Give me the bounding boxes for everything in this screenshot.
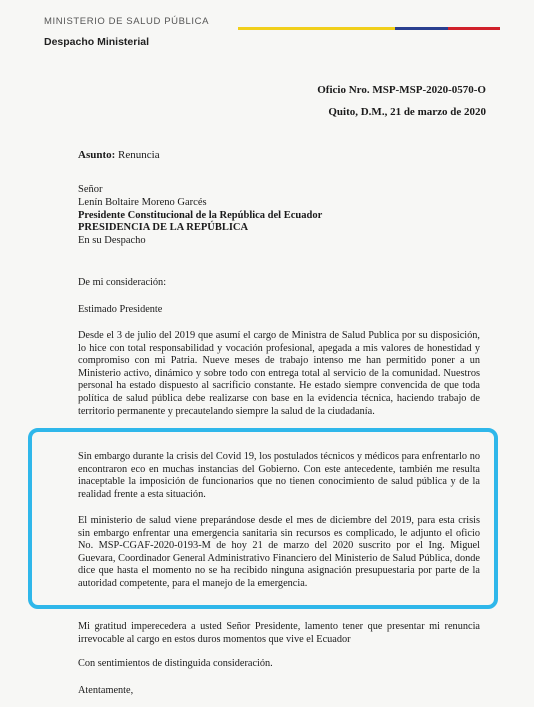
paragraph-1: Desde el 3 de julio del 2019 que asumí el cargo de Ministra de Salud Publica por su disposición, lo hice con total responsabilidad y vocación profesional, apegada a mis valores de honestidad y compromiso con mi Patria. Nueve meses de trabajo intenso me han permitido poner a un Ministerio activo, dinámico y sobre todo con entrega total al servicio de la comunidad. Nuestros personal ha estado dispuesto al sacrificio constante. He estado siempre convencida de que toda política de salud pública debe realizarse con base en la evidencia técnica, haciendo trabajo de territorio permanente y precautelando siempre la salud de la ciudadanía. bbox=[78, 330, 480, 417]
oficio-number: Oficio Nro. MSP-MSP-2020-0570-O bbox=[317, 84, 486, 96]
flag-red bbox=[448, 27, 500, 30]
flag-blue bbox=[395, 27, 447, 30]
subject-line bbox=[78, 149, 160, 161]
paragraph-4: Mi gratitud imperecedera a usted Señor Presidente, lamento tener que presentar mi renuncia irrevocable al cargo en estos duros momentos que vive el Ecuador bbox=[78, 621, 480, 645]
flag-yellow bbox=[238, 27, 395, 30]
subject-value: Renuncia bbox=[118, 149, 160, 161]
opening: Estimado Presidente bbox=[78, 304, 163, 315]
paragraph-2: Sin embargo durante la crisis del Covid 19, los postulados técnicos y médicos para enfrentarlo no encontraron eco en muchas instancias del Gobierno. Con este antecedente, también me resulta inaceptable la imposición de funcionarios que no tienen conocimiento de salud pública y de la realidad frente a esta situación. bbox=[78, 451, 480, 500]
recipient-salutation: Señor bbox=[78, 184, 103, 195]
subject-label: Asunto: bbox=[78, 149, 116, 161]
recipient-institution: PRESIDENCIA DE LA REPÚBLICA bbox=[78, 222, 249, 234]
highlight-annotation bbox=[28, 428, 498, 609]
closing: Atentamente, bbox=[78, 685, 134, 696]
recipient-name: Lenín Boltaire Moreno Garcés bbox=[78, 196, 207, 208]
recipient-title: Presidente Constitucional de la República del Ecuador bbox=[78, 209, 323, 221]
recipient-location: En su Despacho bbox=[78, 235, 146, 247]
greeting: De mi consideración: bbox=[78, 277, 167, 288]
paragraph-5: Con sentimientos de distinguida consideración. bbox=[78, 658, 273, 669]
office-name: Despacho Ministerial bbox=[44, 36, 150, 48]
place-date: Quito, D.M., 21 de marzo de 2020 bbox=[328, 106, 486, 118]
ministry-name: MINISTERIO DE SALUD PÚBLICA bbox=[44, 16, 210, 27]
recipient-block bbox=[78, 184, 322, 248]
paragraph-3: El ministerio de salud viene preparándose desde el mes de diciembre del 2019, para esta crisis sin embargo enfrentar una emergencia sanitaria sin recursos es complicado, le adjunto el oficio No. MSP-CGAF-2020-0193-M de hoy 21 de marzo del 2020 suscrito por el Ing. Miguel Guevara, Coordinador General Administrativo Financiero del Ministerio de Salud Pública, donde dice que hasta el momento no se ha recibido ninguna asignación presupuestaria por parte de la autoridad competente, para el manejo de la emergencia. bbox=[78, 515, 480, 589]
flag-stripe bbox=[238, 27, 500, 30]
